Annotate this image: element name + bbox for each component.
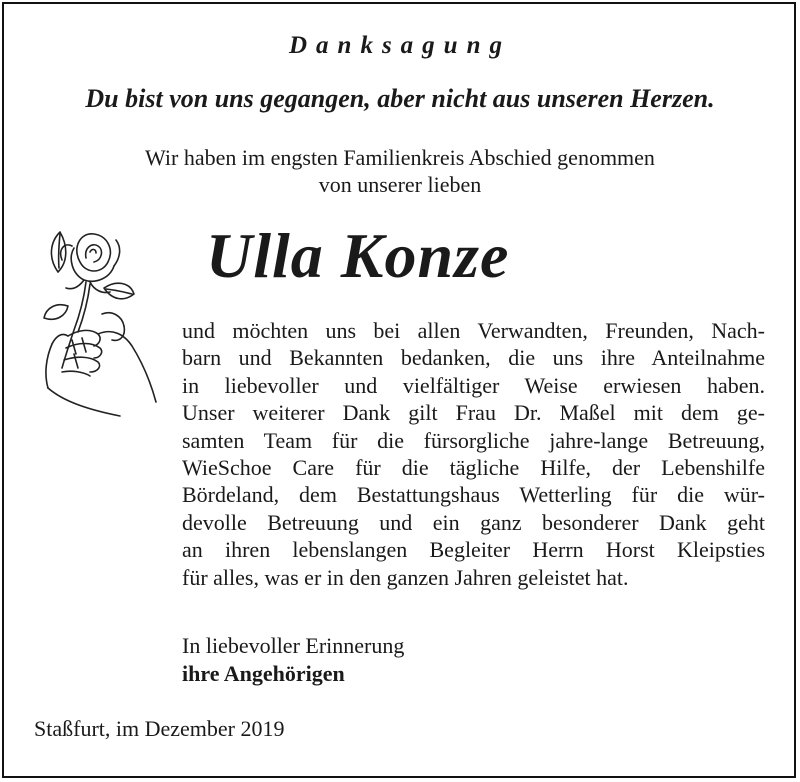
- paragraph-line: für alles, was er in den ganzen Jahren geleistet hat.: [182, 564, 629, 590]
- hand-holding-rose-icon: [28, 218, 168, 423]
- paragraph-line: und möchten uns bei allen Verwandten, Freunden, Nach-: [182, 318, 765, 343]
- closing-block: [182, 632, 404, 688]
- signature: ihre Angehörigen: [182, 661, 345, 686]
- paragraph-line: Unser weiterer Dank gilt Frau Dr. Maßel mit dem ge-: [182, 400, 765, 426]
- paragraph-line: WieSchoe Care für die tägliche Hilfe, der Lebenshilfe: [182, 455, 765, 481]
- paragraph-line: barn und Bekannten bedanken, die uns ihre Anteilnahme: [182, 345, 765, 371]
- closing-line: In liebevoller Erinnerung: [182, 633, 405, 658]
- paragraph-line: in liebevoller und vielfältiger Weise erwiesen haben.: [182, 372, 765, 398]
- paragraph-line: an ihren lebenslangen Begleiter Herrn Horst Kleipsties: [182, 537, 765, 563]
- notice-heading: Danksagung: [289, 32, 511, 59]
- paragraph-line: devolle Betreuung und ein ganz besonderer Dank geht: [182, 509, 765, 535]
- thanks-paragraph: [182, 317, 765, 591]
- paragraph-line: samten Team für die fürsorgliche jahre-lange Betreuung,: [182, 427, 765, 453]
- intro-line: Wir haben im engsten Familienkreis Abschied genommen: [145, 145, 655, 170]
- intro-text: [0, 144, 800, 198]
- deceased-name: Ulla Konze: [206, 220, 510, 291]
- intro-line: von unserer lieben: [318, 172, 482, 197]
- paragraph-line: Bördeland, dem Bestattungshaus Wetterling für die wür-: [182, 482, 765, 508]
- place-date: Staßfurt, im Dezember 2019: [34, 716, 285, 741]
- notice-motto: Du bist von uns gegangen, aber nicht aus unseren Herzen.: [85, 84, 715, 113]
